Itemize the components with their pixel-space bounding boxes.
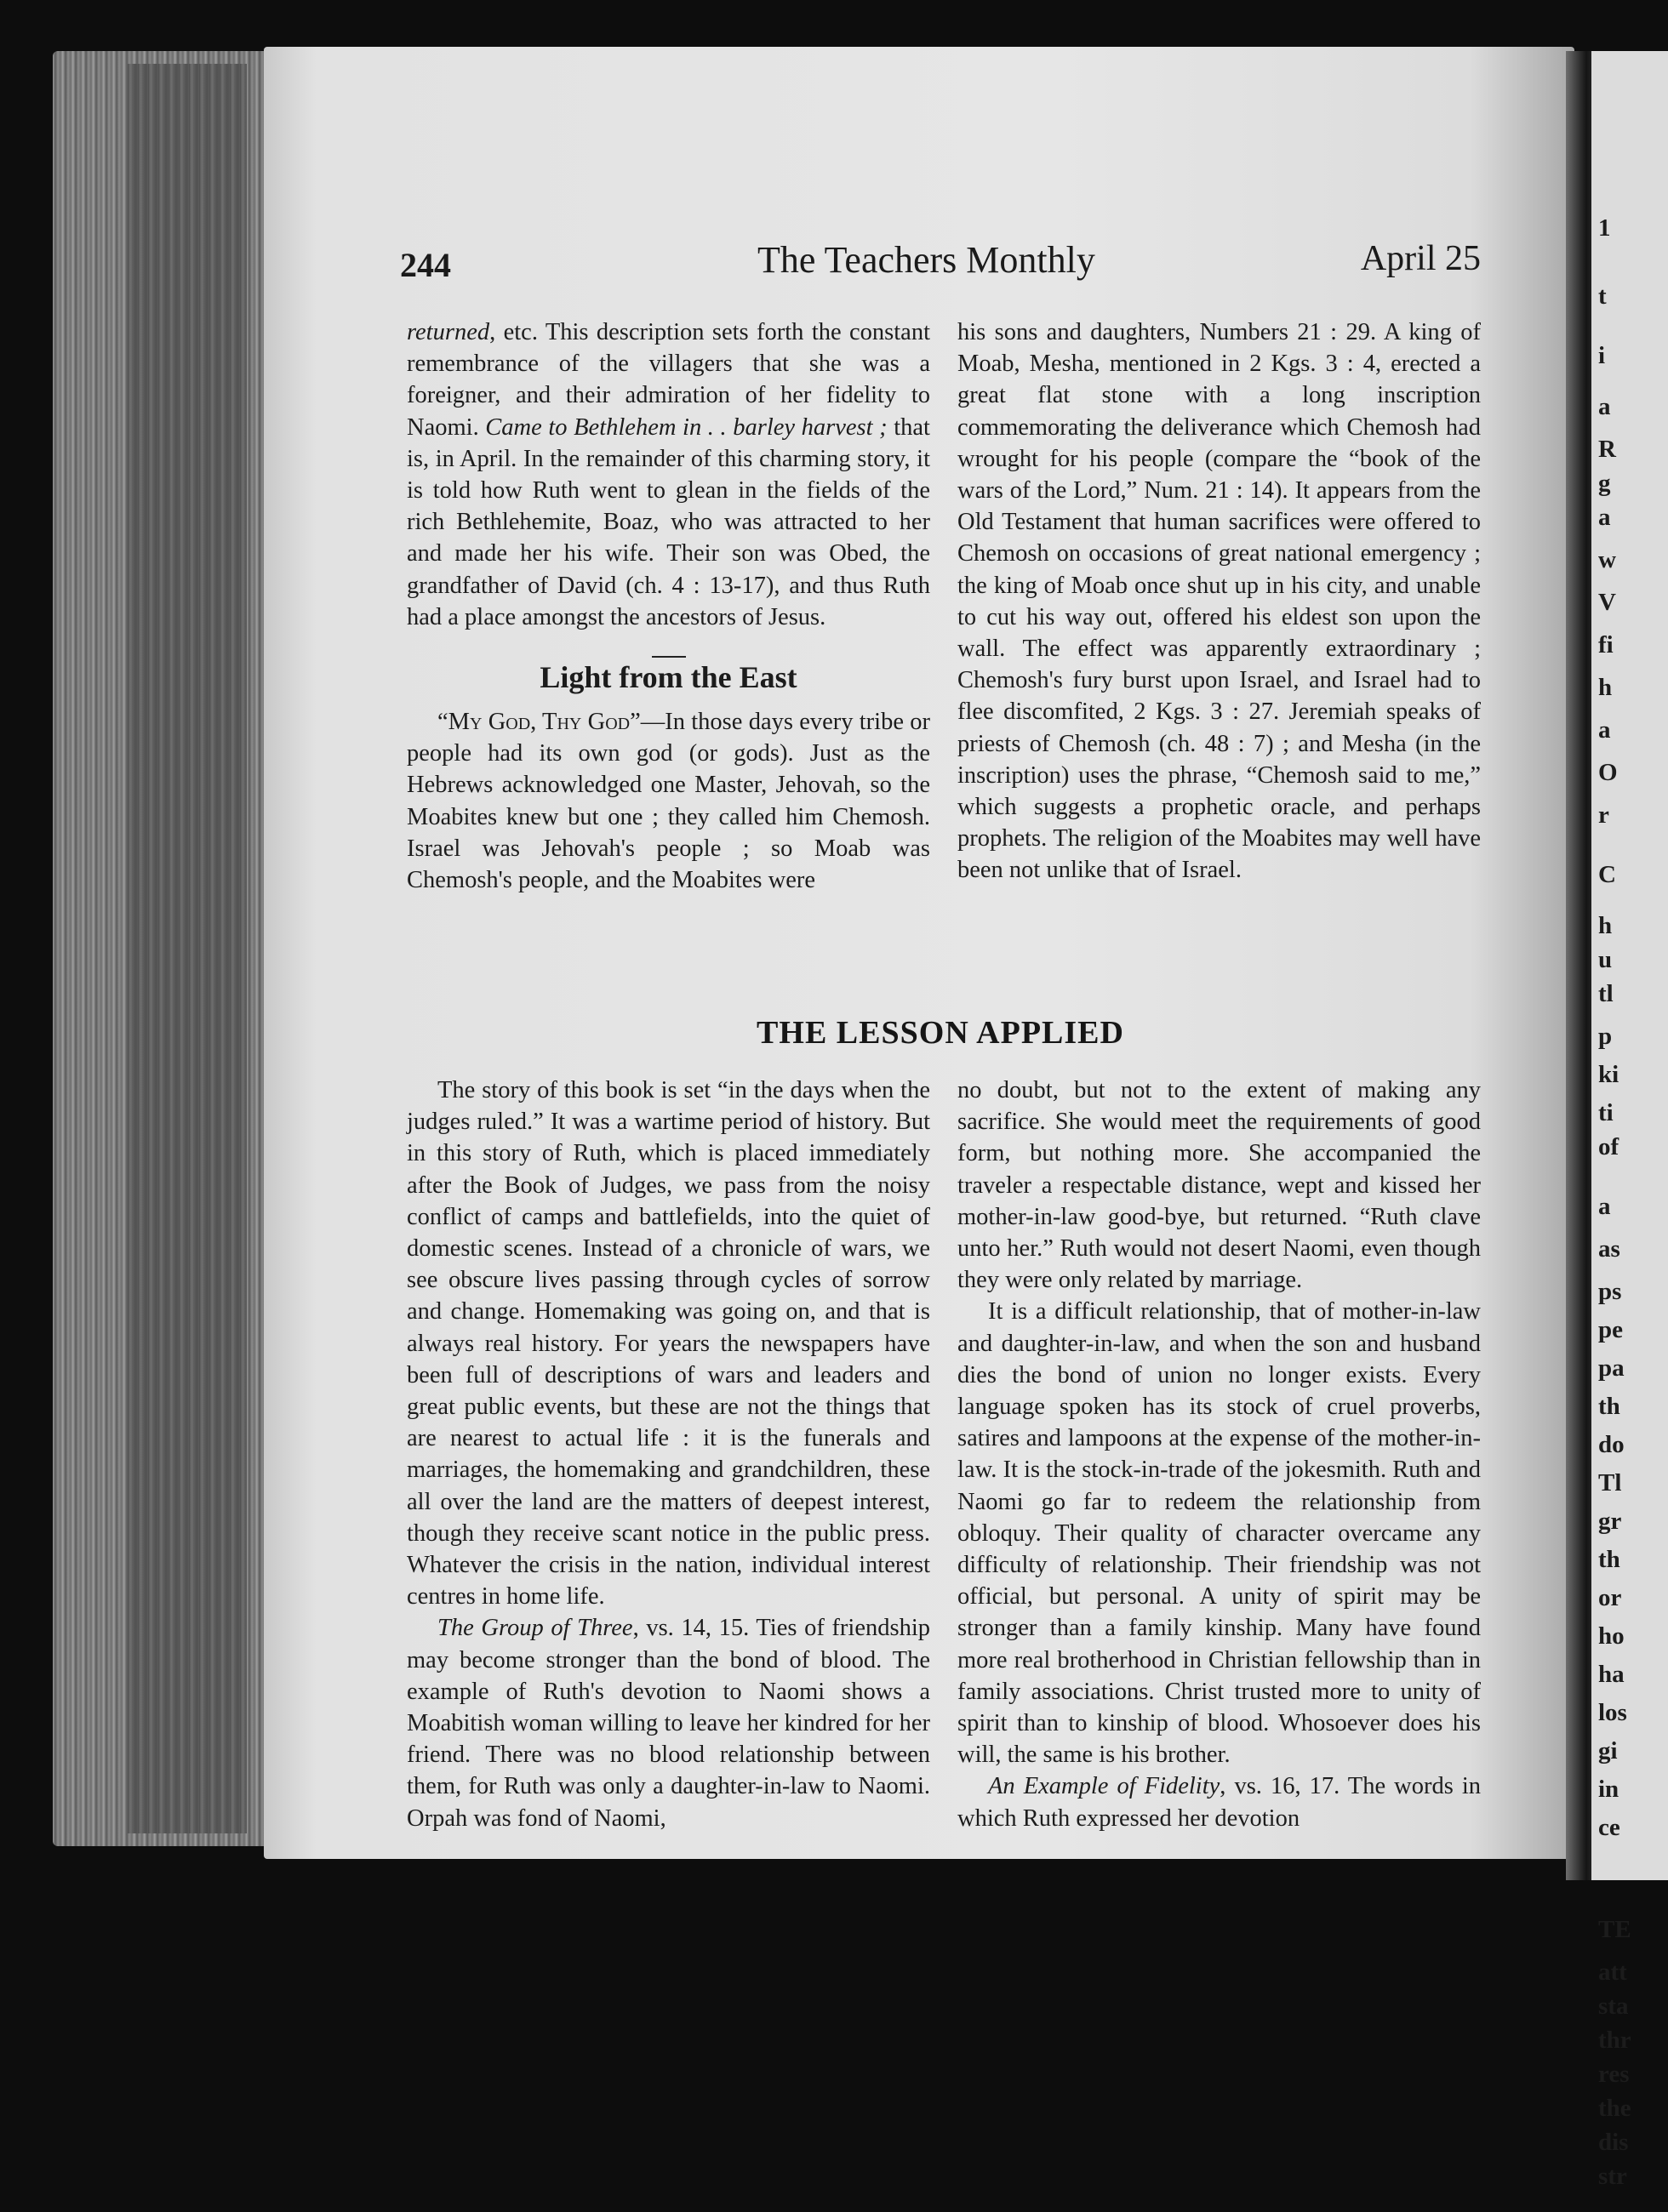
next-page-fragment: ki	[1598, 1061, 1619, 1088]
paragraph-text: —In those days every tribe or people had its own god (or gods). Just as the Hebrews acknowledged one Master, Jehovah, so the Moabites knew but one ; they called him Chemosh. Israel was Jehovah's people ; so Moab was Chemosh's people, and the Moabites were	[407, 709, 930, 894]
next-page-fragment: dis	[1598, 2129, 1629, 2156]
paragraph: It is a difficult relationship, that of mother-in-law and daughter-in-law, and when the son and husband dies the bond of union no longer exists. Every language spoken has its stock of cruel proverbs, satires and lampoons at the expense of the mother-in-law. It is the stock-in-trade of the jokesmith. Ruth and Naomi go far to redeem the relationship from obloquy. Their quality of character overcame any difficulty of relationship. Their friendship was not official, but personal. A unity of spirit may be stronger than a family kinship. Many have found more real brotherhood in Christian fellowship than in family associations. Christ trusted more to unity of spirit than to kinship of blood. Whosoever does his will, the same is his brother.	[957, 1298, 1481, 1769]
right-column-top	[957, 316, 1481, 887]
next-page-fragment: a	[1598, 393, 1611, 420]
next-page-fragment: ps	[1598, 1278, 1622, 1305]
next-page-fragment: thr	[1598, 2027, 1631, 2054]
paragraph: his sons and daughters, Numbers 21 : 29. A king of Moab, Mesha, mentioned in 2 Kgs. 3 : 4, erected a great flat stone with a long inscription commemorating the deliverance which Chemosh had wrought for his people (compare the “book of the wars of the Lord,” Num. 21 : 14). It appears from the Old Testament that human sacrifices were offered to Chemosh on occasions of great national emergency ; the king of Moab once shut up in his city, and unable to cut his way out, offered his eldest son upon the wall. The effect was apparently extraordinary ; Chemosh's fury burst upon Israel, and Israel had to flee discomfited, 2 Kgs. 3 : 27. Jeremiah speaks of priests of Chemosh (ch. 48 : 7) ; and Mesha (in the inscription) uses the phrase, “Chemosh said to me,” which suggests a prophetic oracle, and perhaps prophets. The religion of the Moabites may well have been not unlike that of Israel.	[957, 319, 1481, 884]
next-page-fragment: 1	[1598, 214, 1611, 242]
next-page-fragment: r	[1598, 801, 1609, 829]
next-page-fragment: i	[1598, 342, 1606, 369]
next-page-fragment: ti	[1598, 1099, 1614, 1126]
next-page-fragment: do	[1598, 1431, 1625, 1458]
next-page-fragment: or	[1598, 1584, 1622, 1611]
next-page-fragment: res	[1598, 2061, 1630, 2088]
subheading: Light from the East	[540, 660, 797, 695]
next-page-fragment: ha	[1598, 1661, 1625, 1688]
left-column-bottom	[407, 1075, 930, 1834]
right-column-bottom	[957, 1075, 1481, 1834]
section-divider	[407, 635, 930, 652]
page-number: 244	[400, 246, 451, 284]
italic-text: returned	[407, 319, 490, 345]
next-page-fragment: pa	[1598, 1354, 1625, 1382]
next-page-fragment: w	[1598, 546, 1616, 573]
next-page-fragment: h	[1598, 674, 1613, 701]
next-page-fragment: att	[1598, 1958, 1627, 1986]
section-title: THE LESSON APPLIED	[757, 1015, 1124, 1051]
next-page-fragment: h	[1598, 912, 1613, 939]
paragraph: The story of this book is set “in the days when the judges ruled.” It was a wartime period of history. But in this story of Ruth, which is placed immediately after the Book of Judges, we pass from the noisy conflict of camps and battlefields, into the quiet of domestic scenes. Instead of a chronicle of wars, we see obscure lives passing through cycles of sorrow and change. Homemaking was going on, and that is always real history. For years the newspapers have been full of descriptions of wars and leaders and great public events, but these are not the things that are nearest to actual life : it is the funerals and marriages, the homemaking and grandchildren, these all over the land are the matters of deepest interest, though they receive scant notice in the public press. Whatever the crisis in the nation, individual interest centres in home life.	[407, 1077, 930, 1611]
next-page-fragment: tl	[1598, 980, 1614, 1007]
paragraph	[407, 706, 930, 896]
next-page-fragment: str	[1598, 2163, 1627, 2190]
next-page-fragment: th	[1598, 1393, 1620, 1420]
next-page-fragment: t	[1598, 282, 1607, 310]
next-page-fragment: V	[1598, 589, 1616, 616]
next-page-fragment: a	[1598, 504, 1611, 531]
next-page-fragment: th	[1598, 1546, 1620, 1573]
next-page-fragment: p	[1598, 1023, 1613, 1050]
italic-text: An Example of Fidelity	[988, 1773, 1220, 1800]
next-page-edge	[1591, 51, 1668, 2190]
next-page-fragment: pe	[1598, 1316, 1623, 1343]
next-page-fragment: C	[1598, 861, 1616, 888]
next-page-fragment: a	[1598, 716, 1611, 744]
next-page-fragment: a	[1598, 1193, 1611, 1220]
next-page-fragment: u	[1598, 946, 1613, 973]
issue-date: April 25	[1360, 239, 1481, 278]
next-page-fragment: sta	[1598, 1993, 1629, 2020]
next-page-fragment: los	[1598, 1699, 1627, 1726]
paragraph	[407, 1612, 930, 1833]
paragraph-text: , vs. 14, 15. Ties of friendship may become stronger than the bond of blood. The example of Ruth's devotion to Naomi shows a Moabitish woman willing to leave her kindred for her friend. There was no blood relationship between them, for Ruth was only a daughter-in-law to Naomi. Orpah was fond of Naomi,	[407, 1615, 930, 1832]
next-page-fragment: as	[1598, 1235, 1620, 1263]
page-header	[400, 238, 1481, 289]
next-page-fragment: fi	[1598, 631, 1614, 658]
next-page-fragment: g	[1598, 470, 1611, 497]
next-page-fragment: ho	[1598, 1622, 1625, 1650]
book-spine-shadow	[128, 64, 247, 1833]
next-page-fragment: gr	[1598, 1508, 1622, 1535]
paragraph-text: that is, in April. In the remainder of this charming story, it is told how Ruth went to glean in the fields of the rich Bethlehemite, Boaz, who was attracted to her and made her his wife. Their son was Obed, the grandfather of David (ch. 4 : 13-17), and thus Ruth had a place amongst the ancestors of Jesus.	[407, 413, 930, 630]
paragraph	[957, 1770, 1481, 1833]
next-page-fragment: TE	[1598, 1916, 1631, 1943]
paragraph-text: , vs. 16, 17. The words in which Ruth expressed her devotion	[957, 1773, 1482, 1832]
paragraph-text: , etc. This description sets forth the constant remembrance of the villagers that she was a foreigner, and their admiration of her fidelity to Naomi.	[407, 319, 930, 441]
next-page-fragment: of	[1598, 1133, 1619, 1160]
next-page-fragment: the	[1598, 2095, 1631, 2122]
next-page-fragment: gi	[1598, 1737, 1618, 1764]
paragraph: no doubt, but not to the extent of making any sacrifice. She would meet the requirements of good form, but nothing more. She accompanied the traveler a respectable distance, wept and kissed her mother-in-law good-bye, but returned. “Ruth clave unto her.” Ruth would not desert Naomi, even though they were only related by marriage.	[957, 1077, 1481, 1294]
italic-text: The Group of Three	[437, 1615, 633, 1642]
next-page-fragment: ce	[1598, 1814, 1620, 1841]
next-page-fragment: R	[1598, 436, 1616, 463]
small-caps-lead: “My God, Thy God”	[437, 709, 641, 736]
left-column-top	[407, 316, 930, 896]
next-page-fragment: in	[1598, 1776, 1619, 1803]
next-page-fragment: Tl	[1598, 1469, 1622, 1497]
next-page-fragment: O	[1598, 759, 1618, 786]
italic-text: Came to Bethlehem in . . barley harvest ;	[485, 413, 888, 441]
running-title: The Teachers Monthly	[757, 239, 1095, 281]
paragraph	[407, 316, 930, 633]
